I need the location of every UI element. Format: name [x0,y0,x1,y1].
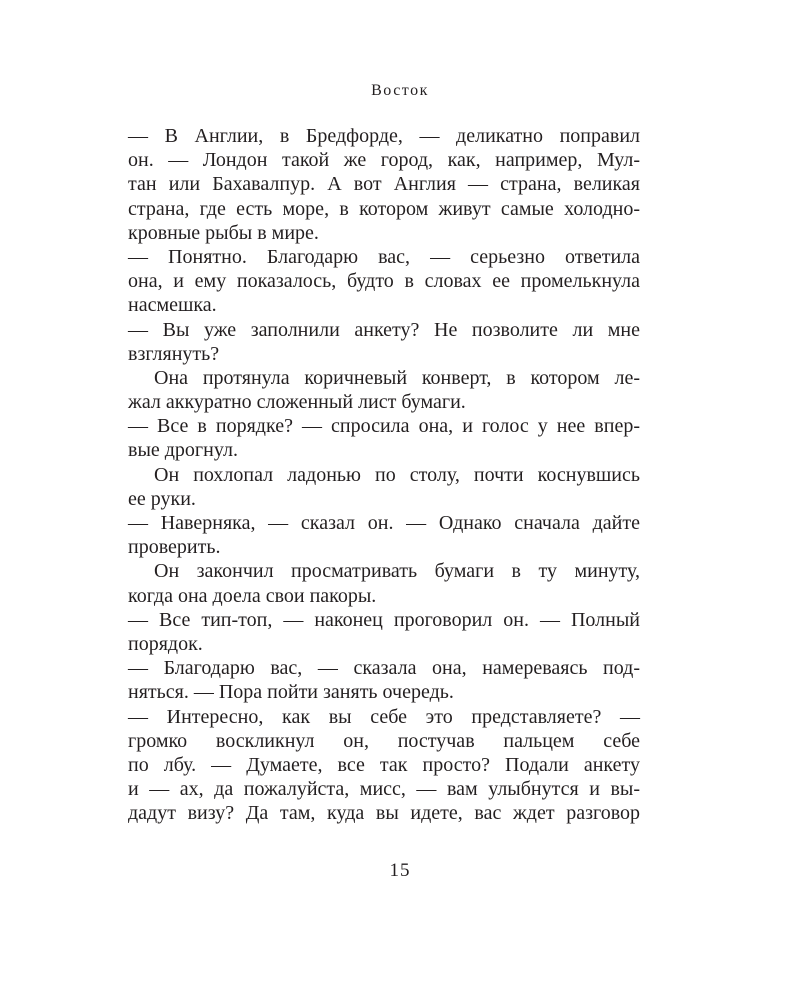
text-line: няться. — Пора пойти занять очередь. [128,681,454,704]
text-line: когда она доела свои пакоры. [128,584,377,607]
text-line: — Все в порядке? — спросила она, и голос у нее впер- [128,415,640,438]
text-line: дадут визу? Да там, куда вы идете, вас ждет разговор [128,802,640,825]
text-line: громко воскликнул он, постучав пальцем себе [128,729,640,752]
text-line: Он похлопал ладонью по столу, почти коснувшись [154,463,640,486]
page-number: 15 [389,860,411,881]
text-line: по лбу. — Думаете, все так просто? Подали анкету [128,753,640,776]
body-text [128,124,640,825]
text-line: жал аккуратно сложенный лист бумаги. [128,391,466,414]
text-line: взглянуть? [128,342,220,365]
text-line: она, и ему показалось, будто в словах ее промелькнула [128,270,640,293]
text-line: порядок. [128,632,203,655]
text-line: кровные рыбы в мире. [128,221,319,244]
text-line: — Наверняка, — сказал он. — Однако сначала дайте [128,512,640,534]
text-line: — Интересно, как вы себе это представляете? — [128,705,640,728]
text-line: ее руки. [128,487,196,510]
text-line: — В Англии, в Бредфорде, — деликатно поправил [128,125,640,147]
running-head: Восток [371,82,429,99]
text-line: Она протянула коричневый конверт, в котором ле- [154,366,640,389]
text-line: тан или Бахавалпур. А вот Англия — страна, великая [128,173,640,196]
text-line: — Вы уже заполнили анкету? Не позволите ли мне [128,318,640,341]
text-line: проверить. [128,536,221,559]
text-line: вые дрогнул. [128,439,238,462]
text-line: — Все тип-топ, — наконец проговорил он. — Полный [128,608,640,631]
text-line: насмешка. [128,294,217,317]
text-line: — Понятно. Благодарю вас, — серьезно ответила [128,245,640,268]
text-line: он. — Лондон такой же город, как, например, Мул- [128,149,640,172]
text-line: и — ах, да пожалуйста, мисс, — вам улыбнутся и вы- [128,778,640,801]
text-line: страна, где есть море, в котором живут самые холодно- [128,197,640,220]
text-line: — Благодарю вас, — сказала она, намереваясь под- [128,657,640,680]
text-line: Он закончил просматривать бумаги в ту минуту, [154,560,640,583]
